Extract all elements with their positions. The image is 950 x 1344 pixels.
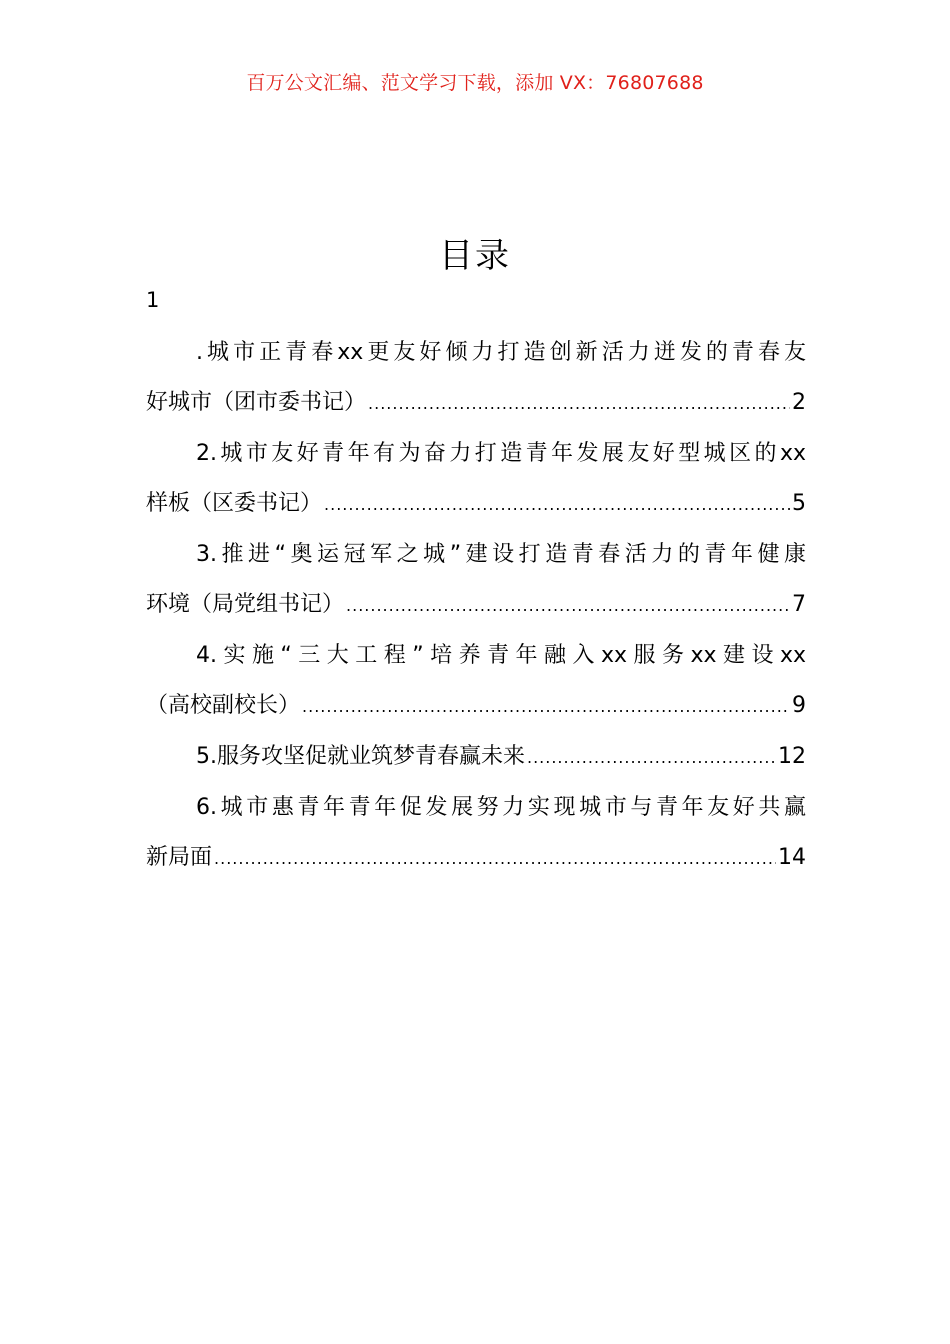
toc-entry-title-tail: 样板（区委书记） <box>146 491 323 516</box>
toc-entry-5[interactable] <box>146 732 806 783</box>
toc-page-number: 12 <box>778 744 806 769</box>
toc-entry-2[interactable] <box>146 429 806 530</box>
toc-entry-title-end <box>146 580 806 631</box>
toc-entry-6[interactable] <box>146 783 806 884</box>
toc-entry-title-end <box>146 732 806 783</box>
page-title: 目录 <box>439 236 511 276</box>
table-of-contents <box>146 328 806 884</box>
toc-entry-title-tail: 好城市（团市委书记） <box>146 390 367 415</box>
toc-entry-1[interactable] <box>146 328 806 429</box>
toc-entry-title-line: 2.城市友好青年有为奋力打造青年发展友好型城区的xx <box>196 441 806 466</box>
toc-entry-title-tail: 新局面 <box>146 845 213 870</box>
toc-entry-3[interactable] <box>146 530 806 631</box>
dot-leader <box>302 682 790 732</box>
toc-page-number: 7 <box>792 592 806 617</box>
toc-entry-title-end <box>146 378 806 429</box>
toc-page-number: 9 <box>792 693 806 718</box>
toc-page-number: 5 <box>792 491 806 516</box>
toc-entry-title-end <box>146 833 806 884</box>
toc-entry-title-line: 6.城市惠青年青年促发展努力实现城市与青年友好共赢 <box>196 795 806 820</box>
toc-page-number: 14 <box>778 845 806 870</box>
toc-entry-title-line: 4.实施“三大工程”培养青年融入xx服务xx建设xx <box>196 643 806 668</box>
toc-entry-title-tail: 5.服务攻坚促就业筑梦青春赢未来 <box>196 744 525 769</box>
toc-entry-4[interactable] <box>146 631 806 732</box>
header-watermark-note: 百万公文汇编、范文学习下载，添加 VX：76807688 <box>246 72 704 94</box>
toc-entry-title-tail: （高校副校长） <box>146 693 301 718</box>
toc-entry-title-line: .城市正青春xx更友好倾力打造创新活力迸发的青春友 <box>196 340 806 365</box>
toc-entry-title-end <box>146 479 806 530</box>
toc-entry-title-line: 3.推进“奥运冠军之城”建设打造青春活力的青年健康 <box>196 542 806 567</box>
dot-leader <box>527 733 776 783</box>
toc-entry-title-tail: 环境（局党组书记） <box>146 592 345 617</box>
dot-leader <box>324 480 790 530</box>
toc-page-number: 2 <box>792 390 806 415</box>
toc-entry-title-end <box>146 681 806 732</box>
toc-number: 1 <box>146 288 160 312</box>
dot-leader <box>214 834 776 884</box>
dot-leader <box>346 581 790 631</box>
dot-leader <box>368 379 790 429</box>
